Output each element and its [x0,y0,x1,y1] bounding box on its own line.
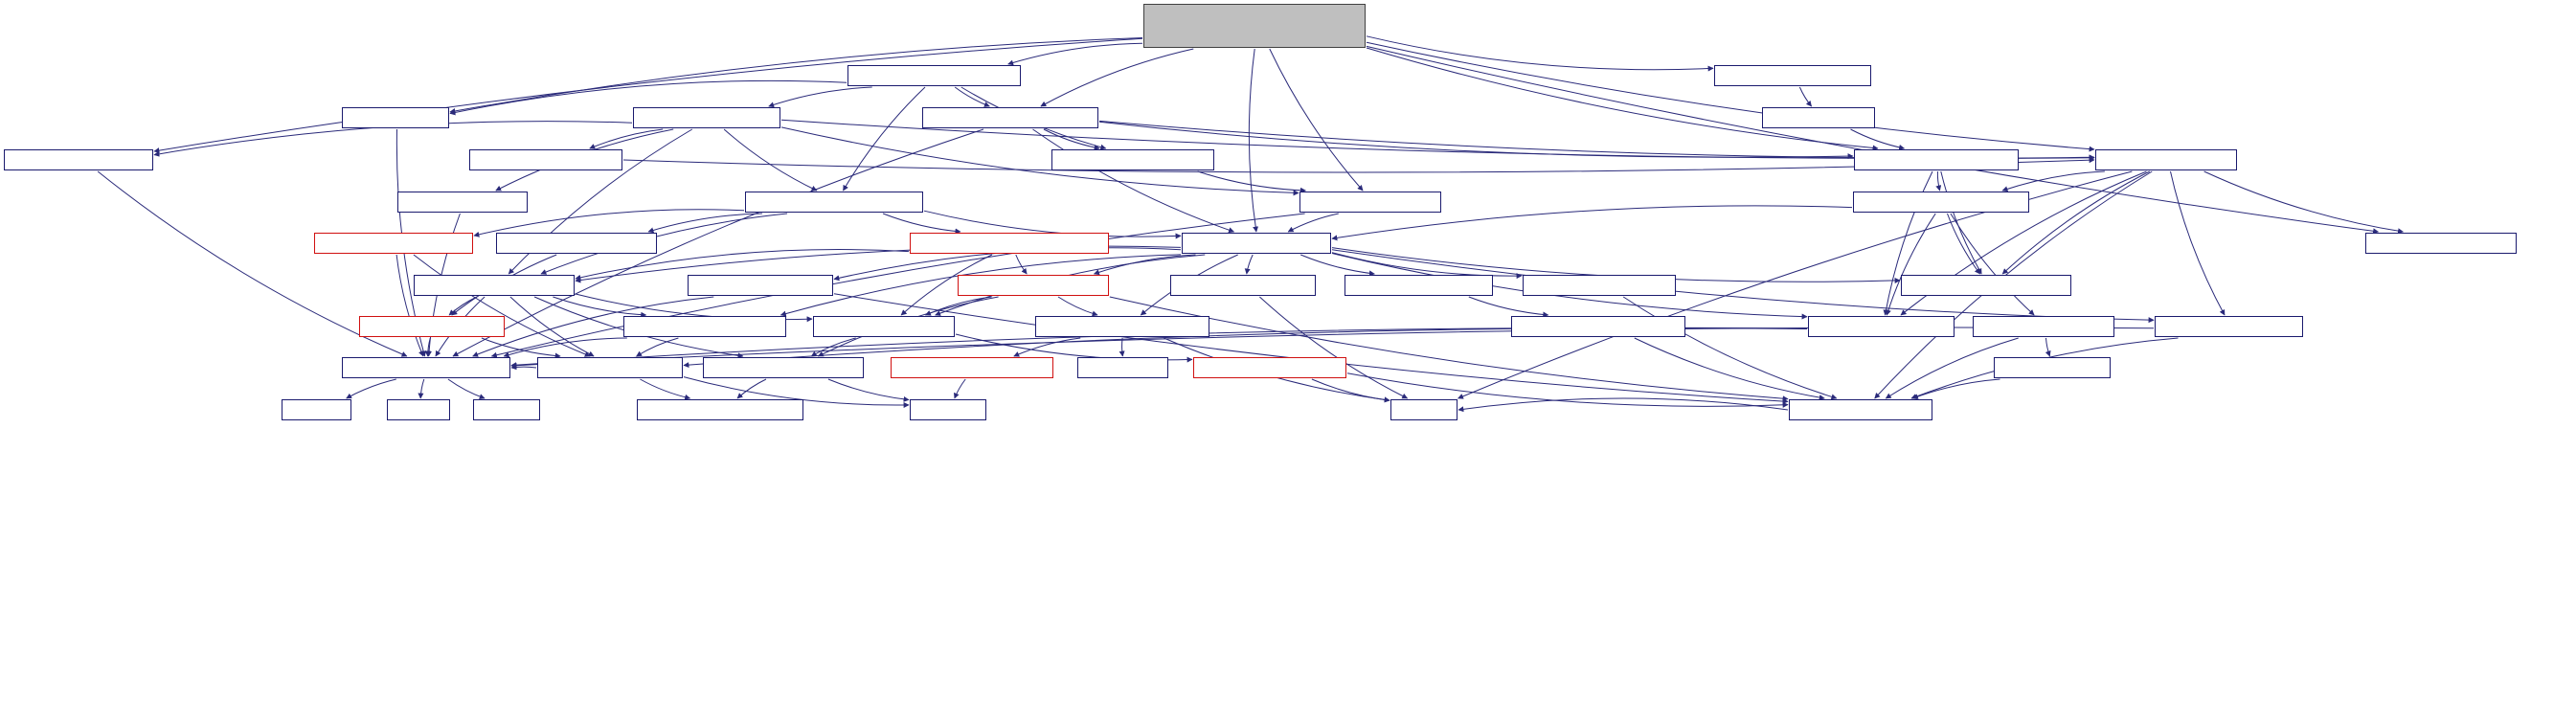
graph-node[interactable] [537,357,683,378]
graph-edge [1122,338,1123,356]
graph-edge [2046,338,2050,356]
graph-edge [1259,297,1407,398]
graph-edge [1948,214,1980,274]
graph-node[interactable] [1523,275,1676,296]
graph-node-root[interactable] [1143,4,1366,48]
graph-edge [2171,171,2226,315]
graph-edge [1458,398,1788,410]
graph-node[interactable] [1511,316,1685,337]
graph-edge [504,338,627,356]
graph-edge [1249,49,1256,232]
graph-node[interactable] [922,107,1098,128]
graph-edge [2204,171,2404,232]
graph-node[interactable] [847,65,1021,86]
graph-node[interactable] [4,149,153,170]
graph-node[interactable] [469,149,622,170]
graph-edge [420,379,424,398]
graph-edge [347,379,396,398]
graph-edge [926,297,992,315]
graph-edge [1058,297,1097,315]
graph-edge [450,38,1142,112]
graph-edge [640,379,689,398]
graph-node[interactable] [496,233,657,254]
graph-edge [769,87,872,106]
graph-node[interactable] [1170,275,1316,296]
graph-node[interactable] [282,399,351,420]
graph-edge [1851,129,1905,148]
graph-node[interactable] [623,316,786,337]
graph-edge [955,379,965,398]
graph-edge [1033,129,1234,232]
graph-edge [1110,297,1788,399]
graph-node[interactable] [1035,316,1209,337]
graph-node[interactable] [1182,233,1331,254]
graph-edge [637,338,679,356]
graph-node[interactable] [342,357,510,378]
graph-edge [2002,171,2105,191]
graph-edge [1799,87,1811,106]
graph-node[interactable] [1762,107,1875,128]
graph-node[interactable] [1344,275,1493,296]
graph-edge [482,338,560,356]
graph-node[interactable] [703,357,864,378]
graph-edge [724,129,817,191]
graph-edge [1016,255,1027,274]
graph-node[interactable] [813,316,955,337]
graph-node[interactable] [314,233,473,254]
graph-edge [1095,255,1196,274]
graph-edge [1288,214,1339,232]
graph-edge [781,127,1299,193]
graph-edge [590,129,663,148]
graph-edge [648,214,762,232]
graph-node[interactable] [745,192,923,213]
graph-node[interactable] [1390,399,1457,420]
graph-edge [1367,42,2094,149]
graph-edge [1367,48,1878,148]
graph-node[interactable] [1077,357,1168,378]
graph-node[interactable] [1994,357,2111,378]
graph-node[interactable] [1789,399,1932,420]
graph-edge [1469,297,1548,315]
graph-edge [414,255,590,356]
graph-node[interactable] [1973,316,2114,337]
graph-edge [1937,171,1939,191]
graph-edge [511,367,536,368]
graph-edge [1635,338,1824,398]
graph-node[interactable] [342,107,449,128]
graph-edge [474,210,744,236]
graph-node[interactable] [473,399,540,420]
graph-edge [1044,129,1099,148]
graph-node[interactable] [414,275,575,296]
graph-edge [1300,255,1374,274]
graph-edge [955,87,989,106]
graph-edge [396,255,423,356]
graph-node[interactable] [910,233,1109,254]
graph-edge [1941,171,1981,274]
graph-node[interactable] [1808,316,1955,337]
graph-edge [1247,255,1253,274]
graph-edge [448,379,485,398]
graph-edge [1041,49,1193,106]
graph-node[interactable] [1901,275,2071,296]
graph-node[interactable] [637,399,803,420]
graph-node[interactable] [2095,149,2237,170]
graph-node[interactable] [1051,149,1214,170]
graph-node[interactable] [1854,149,2019,170]
graph-edge [1951,214,2034,315]
graph-node[interactable] [397,192,528,213]
graph-node[interactable] [1853,192,2029,213]
graph-edge [1270,49,1363,191]
graph-node[interactable] [387,399,450,420]
graph-node[interactable] [2365,233,2517,254]
graph-node[interactable] [1193,357,1346,378]
graph-node[interactable] [1714,65,1871,86]
graph-node[interactable] [359,316,505,337]
graph-edge [844,87,926,191]
graph-node[interactable] [633,107,780,128]
graph-node[interactable] [958,275,1109,296]
graph-edge [1014,338,1080,356]
graph-node[interactable] [891,357,1053,378]
graph-edge [828,379,909,400]
graph-node[interactable] [1299,192,1441,213]
graph-node[interactable] [688,275,833,296]
graph-edge [737,379,766,398]
graph-node[interactable] [2155,316,2303,337]
graph-node[interactable] [910,399,986,420]
